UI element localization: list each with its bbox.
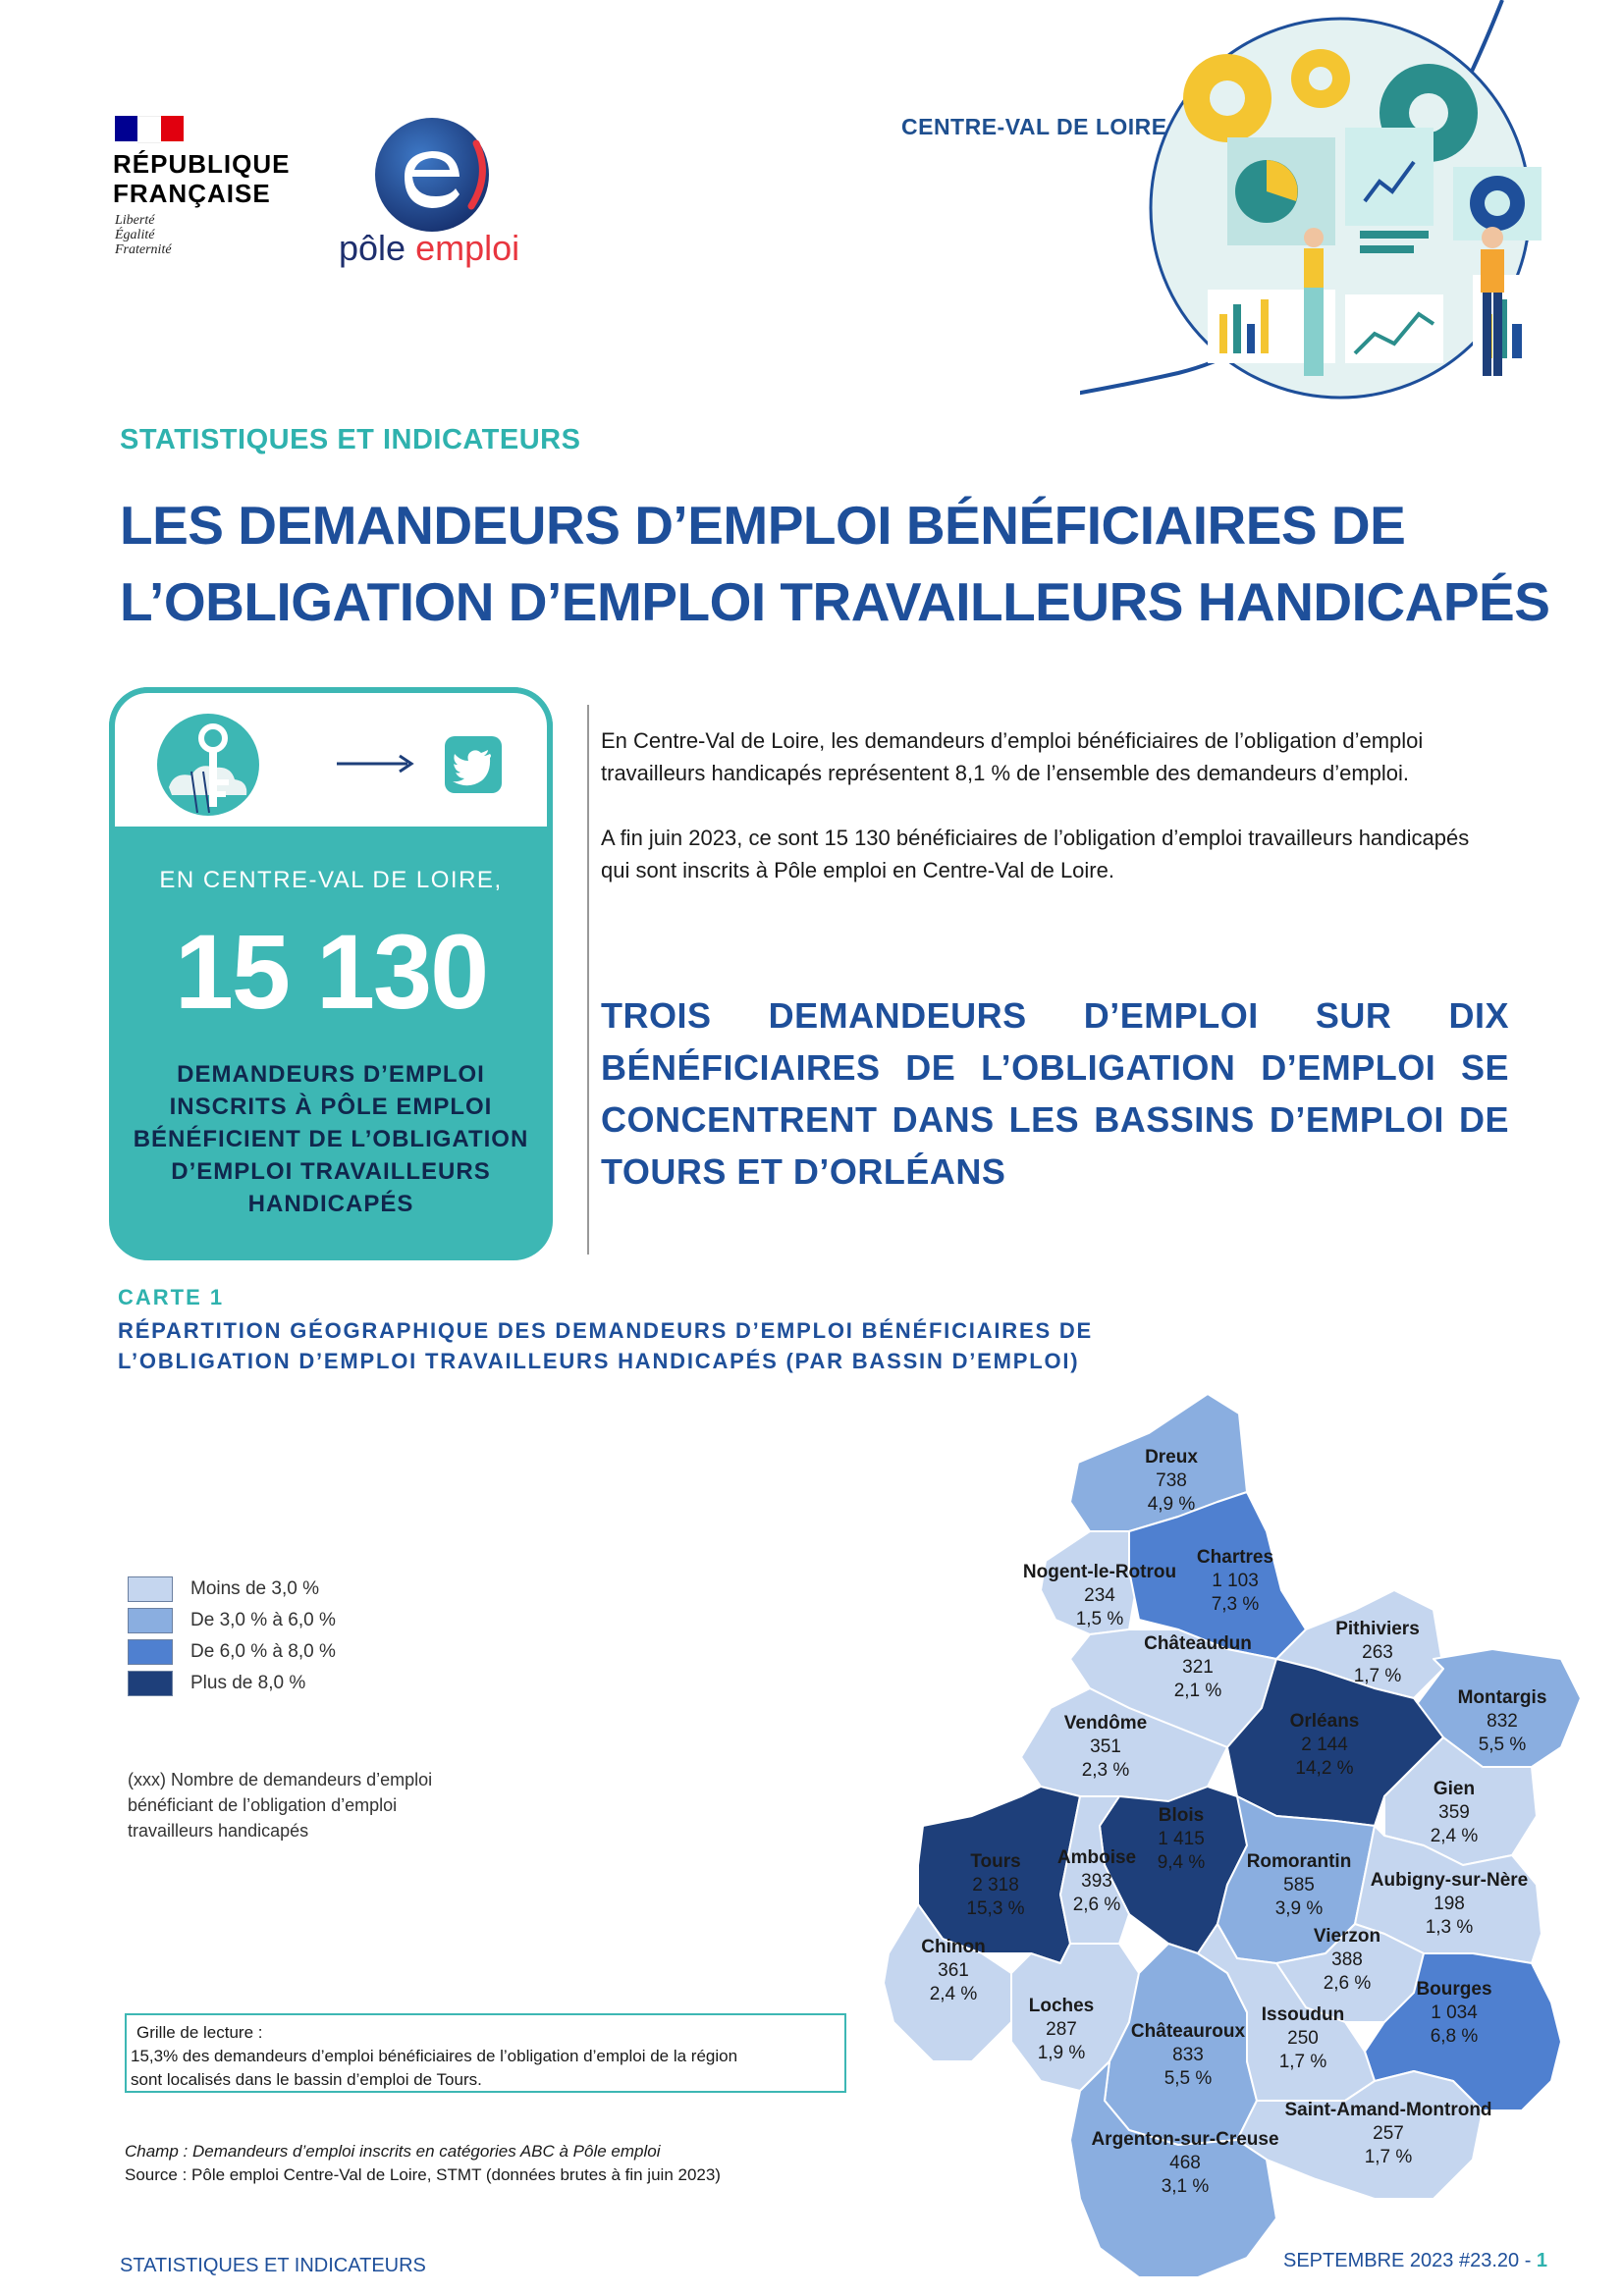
map-area-percent: 9,4 % xyxy=(1157,1852,1206,1873)
legend-item xyxy=(128,1668,336,1699)
reading-guide-line1: 15,3% des demandeurs d’emploi bénéficiaires de l’obligation d’emploi de la région xyxy=(131,2047,738,2065)
key-desc-line3: BÉNÉFICIENT DE L’OBLIGATION xyxy=(133,1126,529,1152)
key-figure-number: 15 130 xyxy=(174,912,488,1031)
map-area-count: 585 xyxy=(1283,1875,1315,1896)
map-area-percent: 1,5 % xyxy=(1075,1609,1124,1629)
title-line2: L’OBLIGATION D’EMPLOI TRAVAILLEURS HANDICAPÉS xyxy=(120,571,1550,632)
column-divider xyxy=(587,705,589,1255)
map-area-count: 1 034 xyxy=(1431,2002,1478,2023)
key-figure-box-header xyxy=(109,687,553,832)
map-title xyxy=(118,1315,1198,1376)
flag-red xyxy=(161,116,184,141)
twitter-icon[interactable] xyxy=(445,736,502,793)
map-area-percent: 2,6 % xyxy=(1323,1973,1372,1994)
key-desc-line1: DEMANDEURS D’EMPLOI xyxy=(177,1061,485,1088)
footer-left: STATISTIQUES ET INDICATEURS xyxy=(120,2255,426,2276)
map-area-name: Montargis xyxy=(1457,1687,1547,1708)
legend-item xyxy=(128,1636,336,1668)
intro-text xyxy=(601,724,1485,919)
key-desc-line2: INSCRITS À PÔLE EMPLOI xyxy=(169,1094,493,1120)
map-area-name: Chartres xyxy=(1196,1547,1274,1568)
map-area-percent: 2,4 % xyxy=(929,1984,978,2004)
footer-date: SEPTEMBRE 2023 #23.20 - xyxy=(1283,2250,1537,2271)
legend-label: Moins de 3,0 % xyxy=(190,1578,319,1599)
map-area-count: 321 xyxy=(1182,1657,1214,1678)
key-icon xyxy=(154,711,262,819)
map-area-name: Chinon xyxy=(921,1937,986,1957)
map-area-count: 468 xyxy=(1169,2153,1201,2173)
legend-swatch xyxy=(128,1576,173,1602)
map-area-count: 1 103 xyxy=(1212,1571,1259,1591)
map-area-count: 738 xyxy=(1156,1470,1187,1491)
motto-liberte: Liberté xyxy=(115,213,155,228)
map-area-name: Pithiviers xyxy=(1335,1619,1420,1639)
flag-blue xyxy=(115,116,137,141)
map-area-count: 2 318 xyxy=(972,1875,1019,1896)
section-label: STATISTIQUES ET INDICATEURS xyxy=(120,424,581,455)
legend-swatch xyxy=(128,1671,173,1696)
map-area-count: 250 xyxy=(1287,2028,1319,2049)
republique-motto xyxy=(115,213,172,257)
reading-guide-box xyxy=(125,2013,846,2093)
map-area-name: Bourges xyxy=(1416,1979,1492,2000)
map-area-percent: 4,9 % xyxy=(1147,1494,1196,1515)
map-area-name: Romorantin xyxy=(1246,1851,1352,1872)
map-area-count: 2 144 xyxy=(1301,1735,1348,1755)
map-title-line1: RÉPARTITION GÉOGRAPHIQUE DES DEMANDEURS D’EMPLOI BÉNÉFICIAIRES DE xyxy=(118,1318,1094,1343)
footer-right xyxy=(1283,2250,1547,2272)
intro-paragraph-2: A fin juin 2023, ce sont 15 130 bénéficiaires de l’obligation d’emploi travailleurs handicapés qui sont inscrits à Pôle emploi en Centre-Val de Loire. xyxy=(601,826,1470,882)
legend-swatch xyxy=(128,1608,173,1633)
legend-label: Plus de 8,0 % xyxy=(190,1673,306,1693)
map-title-line2: L’OBLIGATION D’EMPLOI TRAVAILLEURS HANDICAPÉS (PAR BASSIN D’EMPLOI) xyxy=(118,1349,1080,1373)
map-area-percent: 3,9 % xyxy=(1274,1898,1324,1919)
key-desc-line5: HANDICAPÉS xyxy=(247,1191,414,1217)
key-desc-line4: D’EMPLOI TRAVAILLEURS xyxy=(171,1158,491,1185)
reading-guide-title: Grille de lecture : xyxy=(136,2023,263,2042)
motto-egalite: Égalité xyxy=(115,228,155,242)
key-figure-intro: EN CENTRE-VAL DE LOIRE, xyxy=(159,867,503,893)
map-area-percent: 15,3 % xyxy=(966,1898,1025,1919)
map-area-percent: 5,5 % xyxy=(1163,2068,1213,2089)
map-area-name: Issoudun xyxy=(1261,2004,1345,2025)
legend-label: De 6,0 % à 8,0 % xyxy=(190,1641,336,1662)
pole-emploi-wordmark xyxy=(339,228,519,269)
source-champ: Champ : Demandeurs d’emploi inscrits en catégories ABC à Pôle emploi xyxy=(125,2142,661,2161)
map-area-name: Tours xyxy=(970,1851,1021,1872)
map-area-percent: 1,7 % xyxy=(1353,1666,1402,1686)
legend-note-line3: travailleurs handicapés xyxy=(128,1821,309,1841)
map-area-name: Loches xyxy=(1028,1996,1095,2016)
map-area-name: Gien xyxy=(1433,1779,1476,1799)
legend-note-line1: (xxx) Nombre de demandeurs d’emploi xyxy=(128,1770,433,1789)
map-area-name: Aubigny-sur-Nère xyxy=(1370,1870,1529,1891)
map-area-name: Châteaudun xyxy=(1144,1633,1252,1654)
map-area-percent: 5,5 % xyxy=(1478,1735,1527,1755)
map-area-name: Nogent-le-Rotrou xyxy=(1022,1562,1177,1582)
map-area-percent: 1,3 % xyxy=(1425,1917,1474,1938)
map-area-count: 832 xyxy=(1487,1711,1518,1732)
map-area-percent: 7,3 % xyxy=(1211,1594,1260,1615)
legend-item xyxy=(128,1574,336,1605)
map-area-percent: 3,1 % xyxy=(1161,2176,1210,2197)
page-title xyxy=(120,487,1612,640)
region-label: CENTRE-VAL DE LOIRE xyxy=(901,114,1167,139)
map-area-name: Amboise xyxy=(1056,1847,1137,1868)
map-area-name: Saint-Amand-Montrond xyxy=(1284,2100,1492,2120)
map-area-count: 833 xyxy=(1172,2045,1204,2065)
map-area-percent: 1,7 % xyxy=(1278,2052,1327,2072)
legend-note xyxy=(128,1767,481,1843)
map-area-count: 263 xyxy=(1362,1642,1393,1663)
map-area-count: 1 415 xyxy=(1158,1829,1205,1849)
map-number: CARTE 1 xyxy=(118,1285,225,1309)
title-line1: LES DEMANDEURS D’EMPLOI BÉNÉFICIAIRES DE xyxy=(120,495,1406,556)
footer-page-number: 1 xyxy=(1536,2250,1548,2271)
map-area-name: Argenton-sur-Creuse xyxy=(1091,2129,1279,2150)
arrow-icon xyxy=(337,752,415,775)
map-area-count: 393 xyxy=(1081,1871,1112,1892)
intro-paragraph-1: En Centre-Val de Loire, les demandeurs d’emploi bénéficiaires de l’obligation d’emploi travailleurs handicapés représentent 8,1 % de l’ensemble des demandeurs d’emploi. xyxy=(601,728,1424,785)
legend-note-line2: bénéficiant de l’obligation d’emploi xyxy=(128,1795,398,1815)
map-area-percent: 1,7 % xyxy=(1364,2147,1413,2167)
map-area-percent: 2,3 % xyxy=(1081,1760,1130,1781)
map-area-name: Dreux xyxy=(1145,1447,1198,1468)
map-area-label xyxy=(966,1851,1024,1919)
map-area-percent: 1,9 % xyxy=(1037,2043,1086,2063)
map-area-percent: 2,1 % xyxy=(1173,1681,1222,1701)
wordmark-pole: pôle xyxy=(339,228,406,268)
map-area-count: 351 xyxy=(1090,1736,1121,1757)
map-area-count: 361 xyxy=(938,1960,969,1981)
motto-fraternite: Fraternité xyxy=(115,242,172,257)
republique-line1: RÉPUBLIQUE xyxy=(113,149,291,179)
reading-guide-line2: sont localisés dans le bassin d’emploi de Tours. xyxy=(131,2070,482,2089)
republique-francaise-logo xyxy=(113,149,290,208)
map-area-label xyxy=(1158,1805,1206,1873)
legend-swatch xyxy=(128,1639,173,1665)
choropleth-map xyxy=(874,1374,1623,2296)
key-finding-heading: TROIS DEMANDEURS D’EMPLOI SUR DIX BÉNÉFICIAIRES DE L’OBLIGATION D’EMPLOI SE CONCENTRENT DANS LES BASSINS D’EMPLOI DE TOURS ET D’ORLÉANS xyxy=(601,995,1509,1192)
map-area-count: 388 xyxy=(1331,1949,1363,1970)
map-area-name: Blois xyxy=(1158,1805,1205,1826)
map-area-count: 287 xyxy=(1046,2019,1077,2040)
legend-item xyxy=(128,1605,336,1636)
map-area-name: Orléans xyxy=(1289,1711,1360,1732)
map-area-percent: 6,8 % xyxy=(1430,2026,1479,2047)
map-area-percent: 2,4 % xyxy=(1430,1826,1479,1846)
map-area-name: Châteauroux xyxy=(1130,2021,1246,2042)
republique-flag xyxy=(115,116,184,141)
key-figure-description xyxy=(119,1058,543,1220)
statistics-illustration-icon xyxy=(1080,0,1623,471)
source-origin: Source : Pôle emploi Centre-Val de Loire, STMT (données brutes à fin juin 2023) xyxy=(125,2165,721,2184)
map-area-count: 257 xyxy=(1373,2123,1404,2144)
source-note xyxy=(125,2140,721,2187)
map-area-percent: 14,2 % xyxy=(1295,1758,1354,1779)
map-area-percent: 2,6 % xyxy=(1072,1895,1121,1915)
map-area-count: 359 xyxy=(1438,1802,1470,1823)
map-legend xyxy=(128,1574,336,1699)
map-area-count: 198 xyxy=(1434,1894,1465,1914)
map-area-name: Vierzon xyxy=(1313,1926,1381,1947)
map-area-count: 234 xyxy=(1084,1585,1115,1606)
wordmark-emploi: emploi xyxy=(415,228,520,268)
map-area-name: Vendôme xyxy=(1063,1713,1148,1734)
republique-line2: FRANÇAISE xyxy=(113,179,271,208)
legend-label: De 3,0 % à 6,0 % xyxy=(190,1610,336,1630)
flag-white xyxy=(137,116,160,143)
